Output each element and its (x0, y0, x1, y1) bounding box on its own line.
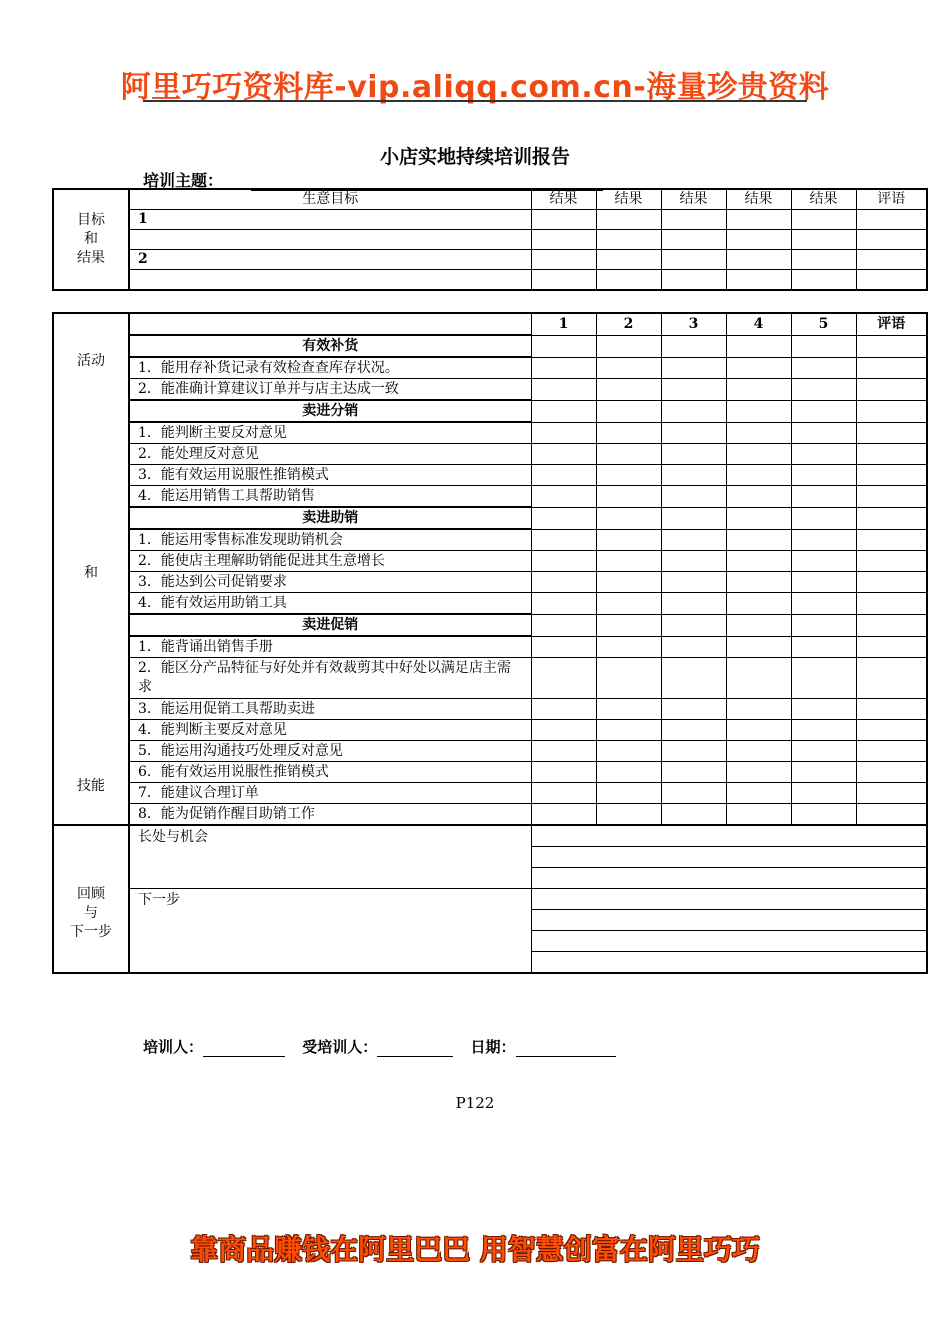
review-side-label (53, 825, 129, 973)
activity-header-blank (129, 313, 531, 335)
score-cell[interactable] (596, 486, 661, 508)
skill-row (53, 593, 927, 615)
skill-row (53, 783, 927, 804)
date-blank[interactable] (516, 1042, 616, 1057)
comment-cell[interactable] (856, 507, 927, 529)
skill-row (53, 572, 927, 593)
skill-item: 4．能判断主要反对意见 (129, 720, 531, 741)
comment-cell[interactable] (856, 614, 927, 636)
goals-results-table (52, 188, 928, 291)
score-cell[interactable] (661, 357, 726, 379)
skill-row (53, 357, 927, 379)
score-cell[interactable] (791, 658, 856, 699)
comment-cell[interactable] (856, 551, 927, 572)
score-cell[interactable] (791, 507, 856, 529)
section-title: 卖进助销 (129, 507, 531, 529)
score-cell[interactable] (596, 357, 661, 379)
score-cell[interactable] (531, 614, 596, 636)
goals-side-label-3: 结果 (77, 250, 105, 266)
score-cell[interactable] (596, 741, 661, 762)
score-cell[interactable] (726, 529, 791, 551)
score-cell[interactable] (791, 720, 856, 741)
comment-cell[interactable] (856, 357, 927, 379)
score-cell[interactable] (596, 529, 661, 551)
skill-item: 4．能运用销售工具帮助销售 (129, 486, 531, 508)
score-cell[interactable] (596, 444, 661, 465)
score-cell[interactable] (726, 486, 791, 508)
review-note-line[interactable] (531, 931, 927, 952)
result-cell[interactable] (596, 230, 661, 250)
score-cell[interactable] (726, 593, 791, 615)
goal-row (53, 270, 927, 291)
score-cell[interactable] (531, 720, 596, 741)
score-cell[interactable] (661, 422, 726, 444)
comment-cell[interactable] (856, 400, 927, 422)
score-cell[interactable] (726, 422, 791, 444)
score-cell[interactable] (661, 444, 726, 465)
comment-cell[interactable] (856, 762, 927, 783)
review-side-1: 回顾 (77, 885, 105, 902)
skill-item: 8．能为促销作醒目助销工作 (129, 804, 531, 826)
score-cell[interactable] (531, 422, 596, 444)
result-cell[interactable] (791, 250, 856, 270)
score-cell[interactable] (596, 572, 661, 593)
score-cell[interactable] (531, 507, 596, 529)
result-header: 结果 (531, 189, 596, 210)
comment-cell[interactable] (856, 230, 927, 250)
goals-side-label (53, 189, 129, 290)
result-cell[interactable] (726, 270, 791, 291)
section-row (53, 335, 927, 357)
score-cell[interactable] (726, 572, 791, 593)
score-cell[interactable] (791, 551, 856, 572)
score-cell[interactable] (726, 741, 791, 762)
score-cell[interactable] (661, 636, 726, 658)
skill-row (53, 762, 927, 783)
skill-item: 4．能有效运用助销工具 (129, 593, 531, 615)
section-title: 卖进促销 (129, 614, 531, 636)
score-cell[interactable] (661, 486, 726, 508)
result-cell[interactable] (661, 270, 726, 291)
score-cell[interactable] (596, 636, 661, 658)
score-cell[interactable] (791, 741, 856, 762)
score-cell[interactable] (661, 400, 726, 422)
score-cell[interactable] (596, 422, 661, 444)
next-step-label[interactable]: 下一步 (129, 889, 531, 974)
score-cell[interactable] (596, 699, 661, 720)
goals-side-label-1: 目标 (77, 212, 105, 228)
result-cell[interactable] (726, 210, 791, 230)
score-cell[interactable] (596, 783, 661, 804)
skill-row (53, 529, 927, 551)
score-cell[interactable] (661, 614, 726, 636)
goal-cell[interactable] (129, 230, 531, 250)
skill-item: 1．能判断主要反对意见 (129, 422, 531, 444)
score-cell[interactable] (791, 335, 856, 357)
result-cell[interactable] (726, 250, 791, 270)
section-title: 有效补货 (129, 335, 531, 357)
score-cell[interactable] (661, 529, 726, 551)
result-cell[interactable] (531, 250, 596, 270)
result-cell[interactable] (661, 250, 726, 270)
goal-cell[interactable] (129, 270, 531, 291)
review-row (53, 889, 927, 910)
score-cell[interactable] (531, 783, 596, 804)
comment-cell[interactable] (856, 741, 927, 762)
skill-item: 1．能背诵出销售手册 (129, 636, 531, 658)
skill-item: 2．能区分产品特征与好处并有效裁剪其中好处以满足店主需求 (129, 658, 531, 699)
score-cell[interactable] (726, 379, 791, 401)
skill-row (53, 444, 927, 465)
page-number: P122 (455, 1094, 495, 1112)
banner-underline (143, 100, 807, 102)
trainer-blank[interactable] (203, 1042, 285, 1057)
review-note-line[interactable] (531, 825, 927, 847)
score-cell[interactable] (596, 614, 661, 636)
side-label-and: 和 (84, 565, 98, 581)
score-cell[interactable] (791, 357, 856, 379)
score-cell[interactable] (791, 444, 856, 465)
strengths-opportunities-label[interactable]: 长处与机会 (129, 825, 531, 889)
score-cell[interactable] (791, 783, 856, 804)
score-cell[interactable] (661, 507, 726, 529)
goal-row (53, 250, 927, 270)
score-cell[interactable] (531, 465, 596, 486)
score-cell[interactable] (661, 658, 726, 699)
score-cell[interactable] (791, 614, 856, 636)
skill-row (53, 422, 927, 444)
watermark-banner-bottom: 靠商品赚钱在阿里巴巴 用智慧创富在阿里巧巧 (190, 1233, 760, 1266)
watermark-banner-top: 阿里巧巧资料库-vip.aliqq.com.cn-海量珍贵资料 (120, 70, 830, 105)
score-cell[interactable] (531, 593, 596, 615)
comment-cell[interactable] (856, 783, 927, 804)
score-cell[interactable] (531, 379, 596, 401)
skill-item: 1．能用存补货记录有效检查查库存状况。 (129, 357, 531, 379)
skill-row (53, 551, 927, 572)
result-cell[interactable] (531, 270, 596, 291)
skill-row (53, 636, 927, 658)
goal-row (53, 210, 927, 230)
score-cell[interactable] (596, 720, 661, 741)
score-cell[interactable] (596, 658, 661, 699)
score-cell[interactable] (531, 741, 596, 762)
side-label-activities: 活动 (77, 353, 105, 369)
skill-row (53, 741, 927, 762)
goal-row (53, 230, 927, 250)
comment-cell[interactable] (856, 699, 927, 720)
skill-row (53, 720, 927, 741)
comment-header: 评语 (856, 313, 927, 335)
score-cell[interactable] (596, 551, 661, 572)
score-cell[interactable] (791, 572, 856, 593)
score-cell[interactable] (531, 400, 596, 422)
score-cell[interactable] (596, 400, 661, 422)
comment-cell[interactable] (856, 593, 927, 615)
comment-cell[interactable] (856, 636, 927, 658)
score-cell[interactable] (531, 529, 596, 551)
score-cell[interactable] (596, 804, 661, 826)
score-cell[interactable] (726, 357, 791, 379)
score-cell[interactable] (726, 335, 791, 357)
score-cell[interactable] (726, 762, 791, 783)
skill-row (53, 379, 927, 401)
score-cell[interactable] (531, 762, 596, 783)
score-cell[interactable] (791, 400, 856, 422)
result-cell[interactable] (596, 250, 661, 270)
skill-row (53, 465, 927, 486)
score-cell[interactable] (661, 699, 726, 720)
review-note-line[interactable] (531, 952, 927, 974)
score-header: 1 (531, 313, 596, 335)
skill-item: 2．能使店主理解助销能促进其生意增长 (129, 551, 531, 572)
score-cell[interactable] (596, 379, 661, 401)
section-row (53, 400, 927, 422)
skill-item: 5．能运用沟通技巧处理反对意见 (129, 741, 531, 762)
comment-cell[interactable] (856, 529, 927, 551)
score-cell[interactable] (661, 335, 726, 357)
skill-item: 7．能建议合理订单 (129, 783, 531, 804)
score-cell[interactable] (596, 335, 661, 357)
score-cell[interactable] (726, 658, 791, 699)
score-header: 3 (661, 313, 726, 335)
result-header: 结果 (661, 189, 726, 210)
score-cell[interactable] (596, 465, 661, 486)
comment-cell[interactable] (856, 804, 927, 826)
score-cell[interactable] (596, 762, 661, 783)
score-cell[interactable] (726, 699, 791, 720)
score-cell[interactable] (661, 762, 726, 783)
score-cell[interactable] (791, 465, 856, 486)
score-cell[interactable] (531, 804, 596, 826)
score-cell[interactable] (791, 804, 856, 826)
score-cell[interactable] (791, 699, 856, 720)
score-cell[interactable] (726, 551, 791, 572)
score-cell[interactable] (661, 551, 726, 572)
score-cell[interactable] (661, 783, 726, 804)
goals-side-label-2: 和 (84, 231, 98, 247)
result-cell[interactable] (661, 210, 726, 230)
review-note-line[interactable] (531, 889, 927, 910)
section-row (53, 614, 927, 636)
comment-cell[interactable] (856, 379, 927, 401)
score-cell[interactable] (661, 741, 726, 762)
score-header: 2 (596, 313, 661, 335)
score-cell[interactable] (726, 465, 791, 486)
result-cell[interactable] (726, 230, 791, 250)
score-cell[interactable] (531, 486, 596, 508)
score-cell[interactable] (531, 572, 596, 593)
score-cell[interactable] (791, 529, 856, 551)
date-label: 日期： (470, 1038, 516, 1056)
comment-cell[interactable] (856, 486, 927, 508)
skill-item: 2．能准确计算建议订单并与店主达成一致 (129, 379, 531, 401)
result-header: 结果 (791, 189, 856, 210)
review-note-line[interactable] (531, 847, 927, 868)
score-cell[interactable] (531, 335, 596, 357)
training-topic-label: 培训主题： (143, 171, 224, 190)
score-cell[interactable] (726, 636, 791, 658)
side-label-skills: 技能 (77, 778, 105, 794)
section-title: 卖进分销 (129, 400, 531, 422)
score-cell[interactable] (661, 572, 726, 593)
goal-number[interactable]: 2 (129, 250, 531, 270)
result-cell[interactable] (791, 270, 856, 291)
score-header: 4 (726, 313, 791, 335)
score-cell[interactable] (791, 762, 856, 783)
skill-item: 3．能运用促销工具帮助卖进 (129, 699, 531, 720)
review-side-3: 下一步 (70, 923, 112, 940)
comment-cell[interactable] (856, 270, 927, 291)
score-cell[interactable] (661, 804, 726, 826)
comment-cell[interactable] (856, 422, 927, 444)
score-cell[interactable] (791, 422, 856, 444)
comment-cell[interactable] (856, 465, 927, 486)
score-cell[interactable] (596, 593, 661, 615)
trainee-label: 受培训人： (302, 1038, 378, 1056)
result-header: 结果 (726, 189, 791, 210)
comment-cell[interactable] (856, 720, 927, 741)
skill-item: 6．能有效运用说服性推销模式 (129, 762, 531, 783)
score-cell[interactable] (661, 379, 726, 401)
score-header: 5 (791, 313, 856, 335)
result-cell[interactable] (531, 210, 596, 230)
review-note-line[interactable] (531, 868, 927, 889)
activities-skills-side-label (53, 313, 129, 825)
comment-cell[interactable] (856, 444, 927, 465)
activities-skills-table (52, 312, 928, 974)
score-cell[interactable] (661, 720, 726, 741)
result-header: 结果 (596, 189, 661, 210)
score-cell[interactable] (791, 486, 856, 508)
score-cell[interactable] (726, 614, 791, 636)
comment-cell[interactable] (856, 658, 927, 699)
score-cell[interactable] (726, 720, 791, 741)
score-cell[interactable] (531, 444, 596, 465)
skill-row (53, 658, 927, 699)
goal-number[interactable]: 1 (129, 210, 531, 230)
comment-cell[interactable] (856, 250, 927, 270)
comment-cell[interactable] (856, 210, 927, 230)
signoff-line (143, 1036, 628, 1057)
document-title: 小店实地持续培训报告 (379, 146, 570, 168)
result-cell[interactable] (596, 210, 661, 230)
review-note-line[interactable] (531, 910, 927, 931)
score-cell[interactable] (726, 804, 791, 826)
score-cell[interactable] (531, 658, 596, 699)
result-cell[interactable] (661, 230, 726, 250)
score-cell[interactable] (726, 400, 791, 422)
skill-row (53, 804, 927, 826)
score-cell[interactable] (531, 636, 596, 658)
score-cell[interactable] (531, 699, 596, 720)
business-goal-header: 生意目标 (129, 189, 531, 210)
review-side-2: 与 (84, 904, 98, 921)
trainer-label: 培训人： (143, 1038, 204, 1056)
comment-cell[interactable] (856, 572, 927, 593)
score-cell[interactable] (531, 357, 596, 379)
score-cell[interactable] (791, 593, 856, 615)
score-header-row (53, 313, 927, 335)
skill-item: 1．能运用零售标准发现助销机会 (129, 529, 531, 551)
section-row (53, 507, 927, 529)
score-cell[interactable] (791, 379, 856, 401)
score-cell[interactable] (726, 783, 791, 804)
score-cell[interactable] (661, 593, 726, 615)
result-cell[interactable] (791, 230, 856, 250)
score-cell[interactable] (596, 507, 661, 529)
skill-item: 3．能有效运用说服性推销模式 (129, 465, 531, 486)
comment-header: 评语 (856, 189, 927, 210)
skill-row (53, 699, 927, 720)
result-cell[interactable] (791, 210, 856, 230)
score-cell[interactable] (726, 444, 791, 465)
skill-item: 2．能处理反对意见 (129, 444, 531, 465)
score-cell[interactable] (661, 465, 726, 486)
review-row (53, 825, 927, 847)
score-cell[interactable] (726, 507, 791, 529)
skill-row (53, 486, 927, 508)
skill-item: 3．能达到公司促销要求 (129, 572, 531, 593)
trainee-blank[interactable] (377, 1042, 453, 1057)
score-cell[interactable] (531, 551, 596, 572)
score-cell[interactable] (791, 636, 856, 658)
comment-cell[interactable] (856, 335, 927, 357)
result-cell[interactable] (596, 270, 661, 291)
result-cell[interactable] (531, 230, 596, 250)
